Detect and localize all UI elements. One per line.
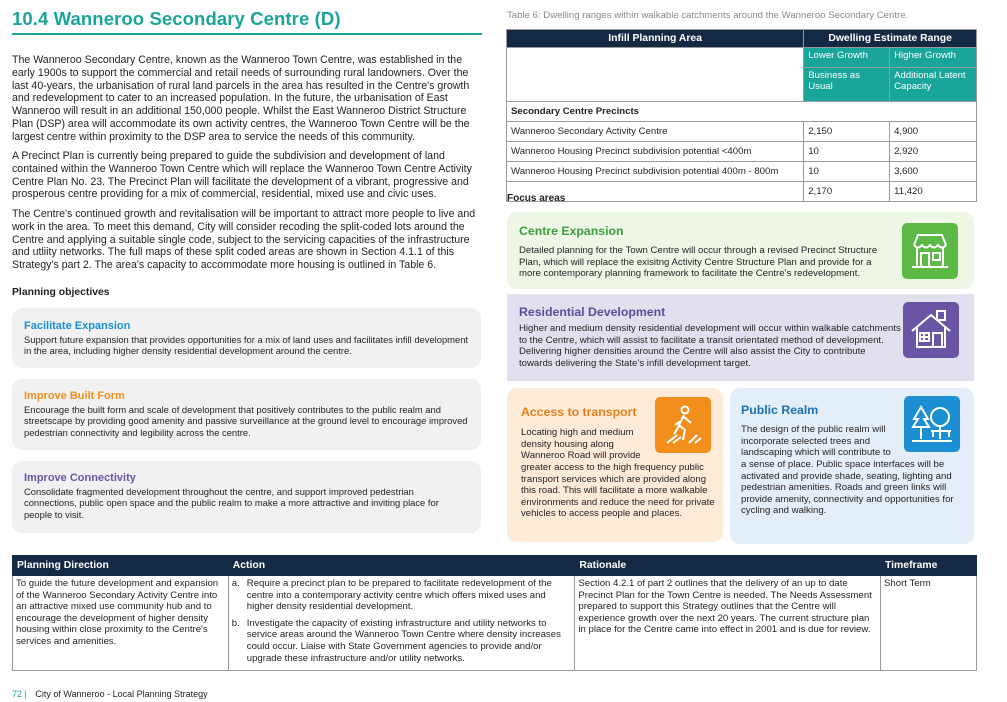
column-header: Action bbox=[228, 556, 575, 576]
table-cell bbox=[507, 48, 804, 102]
house-icon bbox=[903, 302, 959, 358]
dwelling-range-table bbox=[506, 29, 977, 202]
section-row: Secondary Centre Precincts bbox=[507, 102, 977, 122]
objective-card-connectivity bbox=[12, 461, 481, 533]
card-text: Detailed planning for the Town Centre will occur through a revised Precinct Structure Plan, which will replace the exisitng Activity Centre Structure Plan and provide for a more contemporary planning framework to facilitate the Centre’s redevelopment. bbox=[519, 245, 878, 280]
intro-paragraph-3: The Centre's continued growth and revitalisation will be important to attract more people to live and work in the area. To meet this demand, City will consider recoding the split-coded lots around the Centre and applying a suitable single code, subject to the servicing capacities of the infrastructure and utliity networks. The full maps of these split coded areas are shown in Section 4.1.1 of this Strategy's part 2. The area's capacity to accommodate more housing is outlined in Table 6. bbox=[12, 208, 476, 272]
column-header: Dwelling Estimate Range bbox=[804, 30, 977, 48]
focus-card-centre-expansion bbox=[507, 212, 974, 289]
sub-header: Business as Usual bbox=[804, 68, 890, 102]
table-row bbox=[13, 576, 977, 671]
focus-card-transport bbox=[507, 388, 723, 542]
action-item bbox=[232, 618, 572, 664]
card-title: Centre Expansion bbox=[519, 224, 624, 238]
table-cell: 2,920 bbox=[890, 142, 977, 162]
action-letter: a. bbox=[231, 578, 240, 589]
objective-title: Improve Built Form bbox=[24, 390, 125, 402]
table-cell: 11,420 bbox=[890, 182, 977, 202]
focus-areas-heading: Focus areas bbox=[507, 193, 566, 204]
focus-card-residential bbox=[507, 294, 974, 381]
table-caption: Table 6: Dwelling ranges within walkable catchments around the Wanneroo Secondary Centre. bbox=[507, 10, 909, 21]
action-item bbox=[232, 578, 572, 613]
action-text: Investigate the capacity of existing infrastructure and utility networks to service areas around the Wanneroo Town Centre where density increases could occur. Liaise with State Government agencies to provide and/or upgrade these infrastructure and/or utility networks. bbox=[246, 617, 561, 664]
card-text: Higher and medium density residential development will occur within walkable catchments to the Centre, which will assist to facilitate a transit orientated method of development. Delivering higher densities around the Centre will also assist the City to contribute towards delivering the State’s infill development target. bbox=[519, 323, 901, 369]
planning-direction-cell: To guide the future development and expansion of the Wanneroo Secondary Activity Centre into an attractive mixed use community hub and to encourage the development of higher density housing within close proximity to the Centre's services and amenities. bbox=[13, 576, 229, 671]
action-cell bbox=[228, 576, 575, 671]
rationale-cell: Section 4.2.1 of part 2 outlines that the delivery of an up to date Precinct Plan for the Town Centre is needed. The Needs Assessment prepared to support this Strategy outlines that the Centre will experience growth over the next 20 years. The current structure plan in place for the Centre came into effect in 2001 and is due for review. bbox=[575, 576, 881, 671]
table-cell: Wanneroo Housing Precinct subdivision potential 400m - 800m bbox=[507, 162, 804, 182]
focus-card-public-realm bbox=[730, 388, 974, 544]
sub-header: Lower Growth bbox=[804, 48, 890, 68]
column-header: Rationale bbox=[575, 556, 881, 576]
objective-title: Improve Connectivity bbox=[24, 472, 136, 484]
page-title: 10.4 Wanneroo Secondary Centre (D) bbox=[12, 8, 341, 29]
title-divider bbox=[12, 33, 482, 35]
card-text: The design of the public realm will incorporate selected trees and landscaping which will contribute to bbox=[741, 424, 891, 459]
table-row bbox=[507, 162, 977, 182]
page-number: 72 | bbox=[12, 689, 27, 699]
objective-text: Consolidate fragmented development throughout the centre, and support improved pedestrian connections, public open space and the public realm to make a more attractive and inviting place for people to visit. bbox=[24, 486, 439, 520]
sub-header: Additional Latent Capacity bbox=[890, 68, 977, 102]
objective-title: Facilitate Expansion bbox=[24, 320, 131, 332]
pedestrian-icon bbox=[655, 397, 711, 453]
sub-header: Higher Growth bbox=[890, 48, 977, 68]
intro-paragraph-1: The Wanneroo Secondary Centre, known as the Wanneroo Town Centre, was established in the early 1900s to support the commercial and retail needs of surrounding rural landowners. Over the last 40-years, the urbanisation of rural land parcels in the area has resulted in the Centre's growth and redevelopment to cater to an increased population. In the future, the urbanisation of East Wanneroo will result in an additional 150,000 people. Whilst the East Wanneroo District Structure Plan (DSP) area will accommodate its own activity centres, the Wanneroo Town Centre will be the largest centre within proximity to the DSP area to service the needs of this community. bbox=[12, 54, 470, 143]
card-title: Public Realm bbox=[741, 403, 819, 417]
objectives-heading: Planning objectives bbox=[12, 287, 110, 298]
action-letter: b. bbox=[231, 617, 240, 629]
page-footer bbox=[12, 689, 208, 699]
table-cell: 3,600 bbox=[890, 162, 977, 182]
objective-card-expansion bbox=[12, 308, 481, 368]
objective-text: Encourage the built form and scale of development that positively contributes to the public realm and streetscape by providing good amenity and passive surveillance at the ground level to encourage improved pedestrian connectivity and legibility across the centre. bbox=[24, 404, 468, 438]
table-cell: 2,170 bbox=[804, 182, 890, 202]
table-cell: 4,900 bbox=[890, 122, 977, 142]
card-text: a sense of place. Public space interfaces will be activated and provide shade, seating, lighting and pedestrian amenities. Roads and green links will provide amenity, connectivity and opportunities for cycling and walking. bbox=[741, 459, 954, 517]
table-cell: 2,150 bbox=[804, 122, 890, 142]
timeframe-cell: Short Term bbox=[881, 576, 977, 671]
card-text: Locating high and medium density housing along Wanneroo Road will provide bbox=[521, 427, 641, 462]
objective-text: Support future expansion that provides opportunities for a mix of land uses and facilitates infill development in the area, including higher density residential development around the centre. bbox=[24, 334, 469, 357]
table-cell: 10 bbox=[804, 162, 890, 182]
card-title: Access to transport bbox=[521, 405, 637, 419]
card-title: Residential Development bbox=[519, 305, 666, 319]
intro-paragraph-2: A Precinct Plan is currently being prepared to guide the subdivision and development of land contained within the Wanneroo Town Centre which will replace the Wanneroo Town Centre Activity Centre Plan No. 23. The Precinct Plan will facilitate the development of a vibrant, progressive and prosperous centre providing for a mix of commercial, residential, mixed use and civic uses. bbox=[12, 150, 472, 201]
footer-label: City of Wanneroo - Local Planning Strategy bbox=[35, 689, 208, 699]
table-row bbox=[507, 142, 977, 162]
table-row bbox=[507, 122, 977, 142]
column-header: Infill Planning Area bbox=[507, 30, 804, 48]
storefront-icon bbox=[902, 223, 958, 279]
planning-direction-table bbox=[12, 555, 977, 671]
table-cell: Wanneroo Housing Precinct subdivision potential <400m bbox=[507, 142, 804, 162]
park-trees-icon bbox=[904, 396, 960, 452]
objective-card-built-form bbox=[12, 379, 481, 450]
column-header: Timeframe bbox=[881, 556, 977, 576]
action-text: Require a precinct plan to be prepared to facilitate redevelopment of the centre into a contemporary activity centre which offers mixed uses and higher density residential development. bbox=[246, 578, 552, 613]
table-cell: 10 bbox=[804, 142, 890, 162]
column-header: Planning Direction bbox=[13, 556, 229, 576]
table-cell: Wanneroo Secondary Activity Centre bbox=[507, 122, 804, 142]
total-row bbox=[507, 182, 977, 202]
card-text: greater access to the high frequency public transport services which are provided along this road. This will facilitate a more walkable environments and reduce the need for private vehicles to access people and places. bbox=[521, 462, 715, 520]
